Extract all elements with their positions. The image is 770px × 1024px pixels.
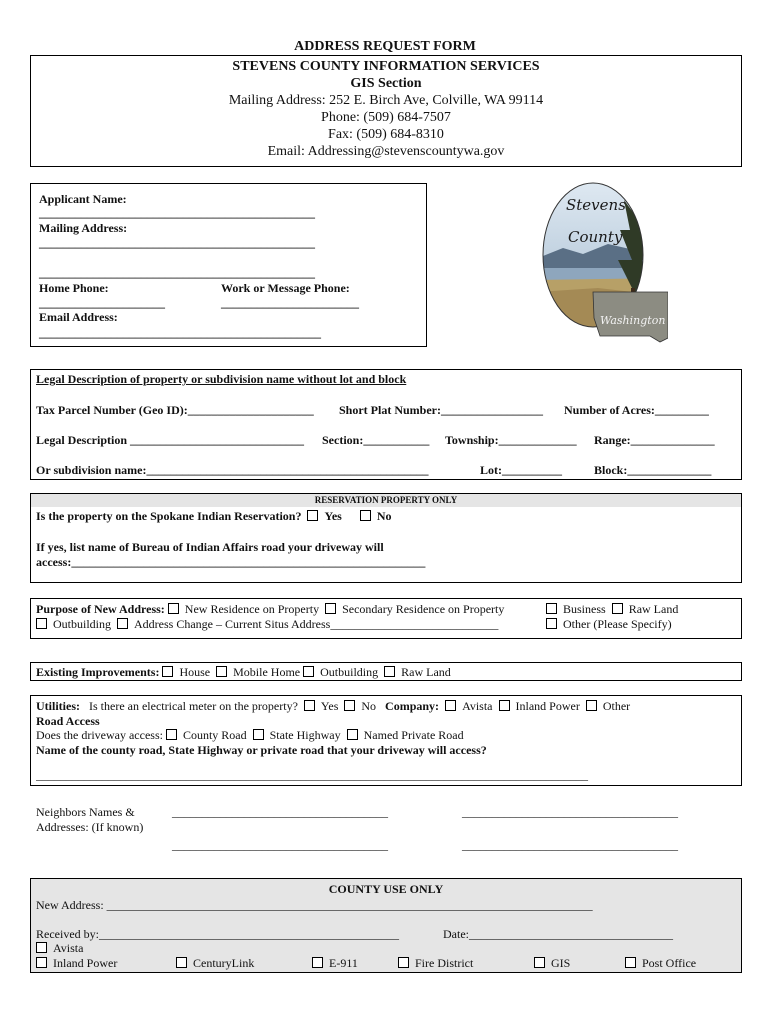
improvements-outbuilding-label: Outbuilding: [320, 665, 379, 679]
road-name-question: Name of the county road, State Highway or private road that your driveway will access?: [36, 743, 487, 757]
short-plat-field[interactable]: Short Plat Number:_________________: [339, 403, 543, 417]
utilities-row: [36, 699, 630, 713]
meter-yes-checkbox[interactable]: [304, 700, 315, 711]
purpose-outbuilding-checkbox[interactable]: [36, 618, 47, 629]
purpose-row-2-right: [546, 617, 672, 631]
reservation-if-yes: If yes, list name of Bureau of Indian Affairs road your driveway will: [36, 540, 384, 554]
purpose-raw-land-label: Raw Land: [628, 602, 679, 616]
neighbors-label-2: Addresses: (If known): [36, 820, 144, 834]
mailing-address-field-2[interactable]: ______________________________________________: [39, 266, 315, 280]
road-access-heading: Road Access: [36, 714, 100, 728]
mailing-address: Mailing Address: 252 E. Birch Ave, Colville, WA 99114: [228, 93, 544, 108]
state-highway-label: State Highway: [269, 728, 341, 742]
improvements-raw-land-checkbox[interactable]: [384, 666, 395, 677]
state-highway-checkbox[interactable]: [253, 729, 264, 740]
reservation-yes-label: Yes: [324, 509, 342, 523]
mailing-address-label: Mailing Address:: [39, 221, 128, 235]
driveway-question: Does the driveway access:: [36, 728, 163, 742]
purpose-row-1-right: [546, 602, 678, 616]
post-office-checkbox[interactable]: [625, 957, 636, 968]
county-road-checkbox[interactable]: [166, 729, 177, 740]
tax-parcel-field[interactable]: Tax Parcel Number (Geo ID):_____________________: [36, 403, 314, 417]
county-fire-row: [398, 956, 473, 970]
work-phone-label: Work or Message Phone:: [221, 281, 350, 295]
neighbor-field-4[interactable]: ____________________________________: [462, 838, 678, 852]
utility-other-checkbox[interactable]: [586, 700, 597, 711]
private-road-checkbox[interactable]: [347, 729, 358, 740]
reservation-no-label: No: [376, 509, 392, 523]
gis-label: GIS: [551, 956, 571, 970]
stevens-county-logo: [538, 180, 668, 350]
reservation-question: [36, 509, 392, 523]
department-name: STEVENS COUNTY INFORMATION SERVICES: [232, 59, 540, 74]
new-address-field[interactable]: New Address: _________________________________________________________________________________: [36, 898, 593, 912]
reservation-question-text: Is the property on the Spokane Indian Reservation?: [36, 509, 302, 523]
meter-question: Is there an electrical meter on the property?: [89, 699, 298, 713]
meter-yes-label: Yes: [320, 699, 339, 713]
inland-power-checkbox[interactable]: [499, 700, 510, 711]
section-field[interactable]: Section:___________: [322, 433, 430, 447]
reservation-yes-checkbox[interactable]: [307, 510, 318, 521]
received-by-field[interactable]: Received by:__________________________________________________: [36, 927, 399, 941]
road-name-field[interactable]: ____________________________________________________________________________________________: [36, 768, 588, 782]
county-use-title: COUNTY USE ONLY: [328, 882, 444, 896]
business-label: Business: [563, 602, 606, 616]
purpose-raw-land-checkbox[interactable]: [612, 603, 623, 614]
county-gis-row: [534, 956, 570, 970]
centurylink-label: CenturyLink: [193, 956, 255, 970]
county-inland-row: [36, 956, 117, 970]
email-address-field[interactable]: _______________________________________________: [39, 326, 321, 340]
applicant-name-label: Applicant Name:: [39, 192, 127, 206]
company-label: Company:: [385, 699, 440, 713]
house-checkbox[interactable]: [162, 666, 173, 677]
meter-no-checkbox[interactable]: [344, 700, 355, 711]
reservation-no-checkbox[interactable]: [360, 510, 371, 521]
meter-no-label: No: [361, 699, 377, 713]
avista-checkbox[interactable]: [445, 700, 456, 711]
mailing-address-field-1[interactable]: ______________________________________________: [39, 236, 315, 250]
business-checkbox[interactable]: [546, 603, 557, 614]
utilities-label: Utilities:: [36, 699, 80, 713]
fire-district-checkbox[interactable]: [398, 957, 409, 968]
private-road-label: Named Private Road: [363, 728, 464, 742]
county-inland-power-label: Inland Power: [53, 956, 118, 970]
county-avista-label: Avista: [53, 941, 84, 955]
applicant-name-field[interactable]: ______________________________________________: [39, 206, 315, 220]
reservation-access-field[interactable]: access:___________________________________________________________: [36, 555, 426, 569]
inland-power-label: Inland Power: [515, 699, 580, 713]
acres-field[interactable]: Number of Acres:_________: [564, 403, 709, 417]
fax-number: Fax: (509) 684-8310: [328, 127, 444, 142]
address-change-label[interactable]: Address Change – Current Situs Address____________________________: [134, 617, 499, 631]
section-name: GIS Section: [350, 76, 422, 91]
secondary-residence-checkbox[interactable]: [325, 603, 336, 614]
purpose-row-1: [36, 602, 504, 616]
date-field[interactable]: Date:__________________________________: [443, 927, 673, 941]
fire-district-label: Fire District: [415, 956, 474, 970]
new-residence-checkbox[interactable]: [168, 603, 179, 614]
county-avista-row: [36, 941, 83, 955]
improvements-raw-land-label: Raw Land: [401, 665, 451, 679]
address-change-checkbox[interactable]: [117, 618, 128, 629]
subdivision-field[interactable]: Or subdivision name:_______________________________________________: [36, 463, 429, 477]
driveway-row: [36, 728, 464, 742]
gis-checkbox[interactable]: [534, 957, 545, 968]
county-road-label: County Road: [182, 728, 247, 742]
range-field[interactable]: Range:______________: [594, 433, 715, 447]
email-address-label: Email Address:: [39, 310, 118, 324]
county-centurylink-row: [176, 956, 254, 970]
mobile-home-label: Mobile Home: [233, 665, 301, 679]
centurylink-checkbox[interactable]: [176, 957, 187, 968]
neighbors-label-1: Neighbors Names &: [36, 805, 135, 819]
home-phone-label: Home Phone:: [39, 281, 109, 295]
form-title: ADDRESS REQUEST FORM: [294, 39, 476, 54]
home-phone-field[interactable]: _____________________: [39, 296, 165, 310]
utility-other-label: Other: [602, 699, 631, 713]
neighbor-field-3[interactable]: ____________________________________: [172, 838, 388, 852]
post-office-label: Post Office: [642, 956, 697, 970]
county-post-office-row: [625, 956, 696, 970]
logo-word-washington: Washington: [600, 314, 666, 327]
new-residence-label: New Residence on Property: [184, 602, 320, 616]
e911-label: E-911: [329, 956, 358, 970]
house-label: House: [179, 665, 211, 679]
legal-heading: Legal Description of property or subdivision name without lot and block: [36, 372, 407, 386]
purpose-label: Purpose of New Address:: [36, 602, 165, 616]
legal-description-field[interactable]: Legal Description _____________________________: [36, 433, 304, 447]
secondary-residence-label: Secondary Residence on Property: [342, 602, 505, 616]
county-inland-power-checkbox[interactable]: [36, 957, 47, 968]
phone-number: Phone: (509) 684-7507: [321, 110, 451, 125]
neighbor-field-2[interactable]: ____________________________________: [462, 805, 678, 819]
improvements-outbuilding-checkbox[interactable]: [303, 666, 314, 677]
other-specify-label: Other (Please Specify): [563, 617, 672, 631]
purpose-row-2: [36, 617, 498, 631]
mobile-home-checkbox[interactable]: [216, 666, 227, 677]
lot-field[interactable]: Lot:__________: [480, 463, 562, 477]
other-specify-checkbox[interactable]: [546, 618, 557, 629]
neighbor-field-1[interactable]: ____________________________________: [172, 805, 388, 819]
improvements-label: Existing Improvements:: [36, 665, 160, 679]
township-field[interactable]: Township:_____________: [445, 433, 577, 447]
e911-checkbox[interactable]: [312, 957, 323, 968]
improvements-row: [36, 665, 451, 679]
header-content: [30, 58, 742, 160]
logo-word-county: County: [568, 228, 623, 246]
county-e911-row: [312, 956, 358, 970]
county-avista-checkbox[interactable]: [36, 942, 47, 953]
logo-word-stevens: Stevens: [566, 196, 626, 214]
work-phone-field[interactable]: _______________________: [221, 296, 359, 310]
avista-label: Avista: [462, 699, 493, 713]
purpose-outbuilding-label: Outbuilding: [53, 617, 112, 631]
block-field[interactable]: Block:______________: [594, 463, 712, 477]
reservation-title: RESERVATION PROPERTY ONLY: [314, 495, 458, 505]
email-address: Email: Addressing@stevenscountywa.gov: [267, 144, 505, 159]
